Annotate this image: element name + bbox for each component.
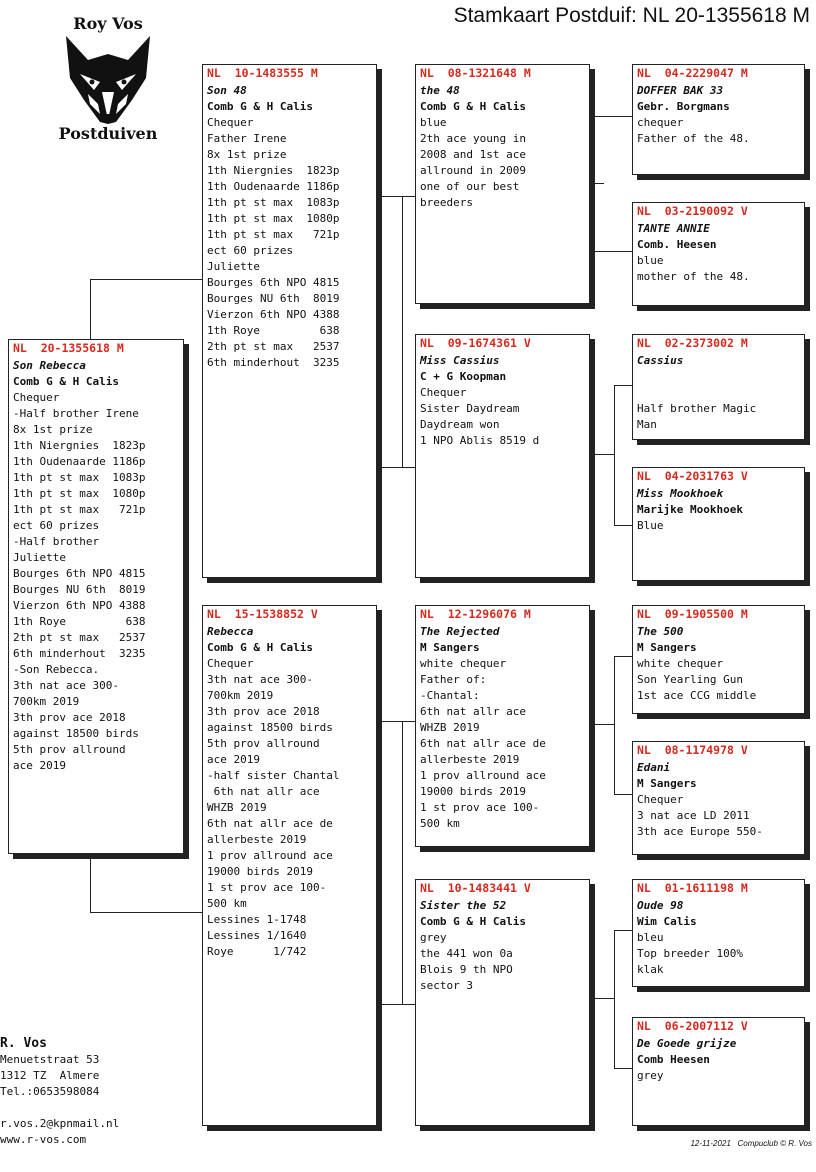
pigeon-info-line: 1th Niergnies 1823p [13,439,146,452]
pigeon-info-line: 2008 and 1st ace [420,148,526,161]
breeder-info [0,1036,119,1148]
pigeon-card-ffm [632,202,805,306]
pigeon-info-line: 5th prov allround [13,743,126,756]
pigeon-card-mmm [632,1017,805,1126]
pigeon-info-line: ect 60 prizes [13,519,100,532]
pigeon-card-fff [632,64,805,175]
pigeon-info-line: Bourges 6th NPO 4815 [13,567,146,580]
connector-mf-stem [590,724,614,726]
pigeon-info-line: Half brother Magic [637,402,757,415]
pigeon-info-line: 1st ace CCG middle [637,689,757,702]
pigeon-card-mfm [632,741,805,855]
pigeon-info-line: 500 km [207,897,247,910]
pigeon-info-line: Blue [637,519,664,532]
logo-top-text: Roy Vos [73,14,143,33]
pigeon-info-line: WHZB 2019 [207,801,267,814]
pigeon-info-line: Bourges NU 6th 8019 [207,292,340,305]
pigeon-info-line: 700km 2019 [207,689,274,702]
pigeon-card-father [202,64,377,578]
pigeon-info-line: 6th minderhout 3235 [207,356,340,369]
pigeon-info-line: -half sister Chantal [207,769,340,782]
pigeon-info-line: Chequer [13,391,60,404]
connector-subject-father [90,279,207,341]
ring-number: NL 03-2190092 V [637,204,748,218]
pigeon-info-line: chequer [637,116,684,129]
pigeon-info-line: Chequer [420,386,467,399]
pigeon-info-line: Blois 9 th NPO [420,963,513,976]
pigeon-info-line: WHZB 2019 [420,721,480,734]
pigeon-info-line: Juliette [207,260,260,273]
pigeon-info-line: 1th pt st max 1083p [207,196,340,209]
pigeon-info-line: 5th prov allround [207,737,320,750]
pigeon-info-line: -Son Rebecca. [13,663,100,676]
pigeon-info-line: -Chantal: [420,689,480,702]
pigeon-owner: Marijke Mookhoek [637,503,743,516]
pigeon-owner: M Sangers [637,641,697,654]
pigeon-info-line: allround in 2009 [420,164,526,177]
pigeon-info-line: 19000 birds 2019 [420,785,526,798]
pigeon-info-line: 1 prov allround ace [207,849,333,862]
pigeon-info-line: 1th Roye 638 [13,615,146,628]
pigeon-card-fmf [632,334,805,440]
address-phone: Tel.:0653598084 [0,1085,100,1098]
pigeon-info-line: against 18500 birds [207,721,333,734]
pigeon-info-line: blue [420,116,447,129]
pigeon-name: Cassius [637,354,684,367]
pigeon-info-line: 1 NPO Ablis 8519 d [420,434,540,447]
pigeon-info-line: 2th pt st max 2537 [13,631,146,644]
breeder-name: R. Vos [0,1036,47,1051]
pigeon-owner: Comb G & H Calis [207,641,313,654]
pigeon-info-line: blue [637,254,664,267]
pigeon-info-line: ace 2019 [13,759,66,772]
pigeon-info-line: 1th Oudenaarde 1186p [207,180,340,193]
pigeon-owner: C + G Koopman [420,370,507,383]
pigeon-card-mother [202,605,377,1126]
pigeon-owner: Comb G & H Calis [13,375,119,388]
pigeon-card-ff [415,64,590,304]
pigeon-owner: Gebr. Borgmans [637,100,730,113]
pigeon-info-line: Father Irene [207,132,287,145]
ring-number: NL 09-1674361 V [420,336,531,350]
pigeon-info-line: 500 km [420,817,460,830]
pigeon-card-subject [8,339,184,854]
pigeon-info-line: mother of the 48. [637,270,750,283]
pigeon-card-mff [632,605,805,714]
connector-mother-mf [377,721,417,723]
pigeon-info-line: white chequer [637,657,724,670]
pigeon-owner: Comb G & H Calis [420,915,526,928]
print-stamp: 12-11-2021 Compuclub © R. Vos [690,1139,812,1148]
pigeon-info-line: Top breeder 100% [637,947,743,960]
pigeon-card-fm [415,334,590,578]
pigeon-info-line: 3th ace Europe 550- [637,825,763,838]
pigeon-info-line: 1th Oudenaarde 1186p [13,455,146,468]
connector-mm-grandparents [614,930,633,1069]
pigeon-info-line: 1th pt st max 721p [13,503,146,516]
pigeon-info-line: 3th prov ace 2018 [207,705,320,718]
pigeon-info-line: one of our best [420,180,520,193]
pigeon-info-line: Daydream won [420,418,500,431]
pigeon-name: Son Rebecca [13,359,86,372]
ring-number: NL 10-1483441 V [420,881,531,895]
pigeon-info-line: 6th nat allr ace [207,785,320,798]
pigeon-owner: M Sangers [420,641,480,654]
pigeon-info-line: Chequer [207,657,254,670]
pigeon-info-line: 6th nat allr ace [420,705,526,718]
pigeon-info-line: 1th pt st max 1080p [13,487,146,500]
pigeon-info-line: Sister Daydream [420,402,520,415]
ring-number: NL 20-1355618 M [13,341,124,355]
pigeon-card-mf [415,605,590,847]
pigeon-info-line: Juliette [13,551,66,564]
pigeon-info-line: Roye 1/742 [207,945,307,958]
pigeon-name: Sister the 52 [420,899,507,912]
ring-number: NL 09-1905500 M [637,607,748,621]
contact-email[interactable]: r.vos.2@kpnmail.nl [0,1117,120,1130]
pigeon-name: Oude 98 [637,899,684,912]
pigeon-info-line: sector 3 [420,979,473,992]
pigeon-info-line: Man [637,418,657,431]
pigeon-info-line: 8x 1st prize [13,423,93,436]
pigeon-owner: Wim Calis [637,915,697,928]
pigeon-info-line: Bourges NU 6th 8019 [13,583,146,596]
pigeon-name: Miss Cassius [420,354,500,367]
ring-number: NL 08-1174978 V [637,743,748,757]
pigeon-info-line: 6th nat allr ace de [207,817,333,830]
pigeon-info-line: 19000 birds 2019 [207,865,313,878]
pigeon-info-line: 3th prov ace 2018 [13,711,126,724]
pigeon-info-line: breeders [420,196,473,209]
connector-mf-grandparents [614,656,633,795]
pigeon-info-line: 1th pt st max 1083p [13,471,146,484]
pigeon-info-line: 1th pt st max 721p [207,228,340,241]
connector-mother-vertical [402,721,404,1004]
pigeon-info-line: 1 st prov ace 100- [207,881,327,894]
address-city: 1312 TZ Almere [0,1069,100,1082]
pigeon-info-line: ect 60 prizes [207,244,294,257]
ring-number: NL 02-2373002 M [637,336,748,350]
pigeon-owner: Comb G & H Calis [420,100,526,113]
ring-number: NL 01-1611198 M [637,881,748,895]
pigeon-info-line: 3 nat ace LD 2011 [637,809,750,822]
wolf-head-icon [58,34,158,126]
pigeon-info-line: Bourges 6th NPO 4815 [207,276,340,289]
pigeon-info-line: 1 st prov ace 100- [420,801,540,814]
connector-father-ff [377,196,417,198]
pigeon-info-line: 3th nat ace 300- [207,673,313,686]
ring-number: NL 08-1321648 M [420,66,531,80]
pigeon-name: Son 48 [207,84,247,97]
pigeon-info-line: allerbeste 2019 [207,833,307,846]
ring-number: NL 04-2031763 V [637,469,748,483]
pigeon-owner: Comb. Heesen [637,238,717,251]
pigeon-card-fmm [632,467,805,581]
pigeon-info-line: 3th nat ace 300- [13,679,119,692]
pigeon-info-line: Lessines 1-1748 [207,913,307,926]
pigeon-info-line: the 441 won 0a [420,947,513,960]
page-title: Stamkaart Postduif: NL 20-1355618 M [453,4,810,27]
pigeon-info-line: Chequer [637,793,684,806]
address-street: Menuetstraat 53 [0,1053,100,1066]
pigeon-info-line: 1th Niergnies 1823p [207,164,340,177]
pigeon-info-line: -Half brother Irene [13,407,139,420]
pigeon-info-line: 1th Roye 638 [207,324,340,337]
pigeon-info-line: 6th nat allr ace de [420,737,546,750]
pigeon-info-line: 2th pt st max 2537 [207,340,340,353]
pigeon-info-line: allerbeste 2019 [420,753,520,766]
pigeon-info-line: ace 2019 [207,753,260,766]
pigeon-info-line: 2th ace young in [420,132,526,145]
pigeon-card-mm [415,879,590,1126]
pigeon-info-line: Father of: [420,673,487,686]
connector-mother-mm [377,1004,417,1006]
pigeon-name: the 48 [420,84,460,97]
ring-number: NL 12-1296076 M [420,607,531,621]
pigeon-info-line: klak [637,963,664,976]
pigeon-info-line: 8x 1st prize [207,148,287,161]
connector-fm-grandparents [614,385,633,526]
pigeon-owner: Comb G & H Calis [207,100,313,113]
pigeon-name: Rebecca [207,625,254,638]
pigeon-owner: Comb Heesen [637,1053,710,1066]
pigeon-name: The 500 [637,625,684,638]
pigeon-info-line: bleu [637,931,664,944]
connector-ff-stem [590,183,604,185]
pigeon-name: De Goede grijze [637,1037,737,1050]
pigeon-name: The Rejected [420,625,500,638]
pigeon-info-line: white chequer [420,657,507,670]
pigeon-info-line: against 18500 birds [13,727,139,740]
connector-father-vertical [402,196,404,467]
pigeon-name: Miss Mookhoek [637,487,724,500]
pigeon-info-line: Father of the 48. [637,132,750,145]
connector-father-fm [377,467,417,469]
connector-mm-stem [590,998,614,1000]
pigeon-info-line: 1th pt st max 1080p [207,212,340,225]
logo-bottom-text: Postduiven [58,124,158,143]
pigeon-info-line: Chequer [207,116,254,129]
pigeon-info-line: Vierzon 6th NPO 4388 [13,599,146,612]
pigeon-info-line: -Half brother [13,535,100,548]
pigeon-info-line: 700km 2019 [13,695,80,708]
pigeon-info-line: Lessines 1/1640 [207,929,307,942]
ring-number: NL 10-1483555 M [207,66,318,80]
pigeon-name: DOFFER BAK 33 [637,84,724,97]
pigeon-name: TANTE ANNIE [637,222,710,235]
pigeon-info-line: 6th minderhout 3235 [13,647,146,660]
ring-number: NL 04-2229047 M [637,66,748,80]
contact-website[interactable]: www.r-vos.com [0,1133,87,1146]
ring-number: NL 06-2007112 V [637,1019,748,1033]
ring-number: NL 15-1538852 V [207,607,318,621]
pigeon-card-mmf [632,879,805,987]
connector-fm-stem [590,454,614,456]
connector-subject-mother [90,854,207,913]
pigeon-info-line: Son Yearling Gun [637,673,743,686]
pigeon-info-line: grey [637,1069,664,1082]
pigeon-info-line: Vierzon 6th NPO 4388 [207,308,340,321]
pigeon-owner: M Sangers [637,777,697,790]
logo [44,14,172,144]
pigeon-info-line: 1 prov allround ace [420,769,546,782]
pigeon-info-line: grey [420,931,447,944]
pigeon-name: Edani [637,761,671,774]
